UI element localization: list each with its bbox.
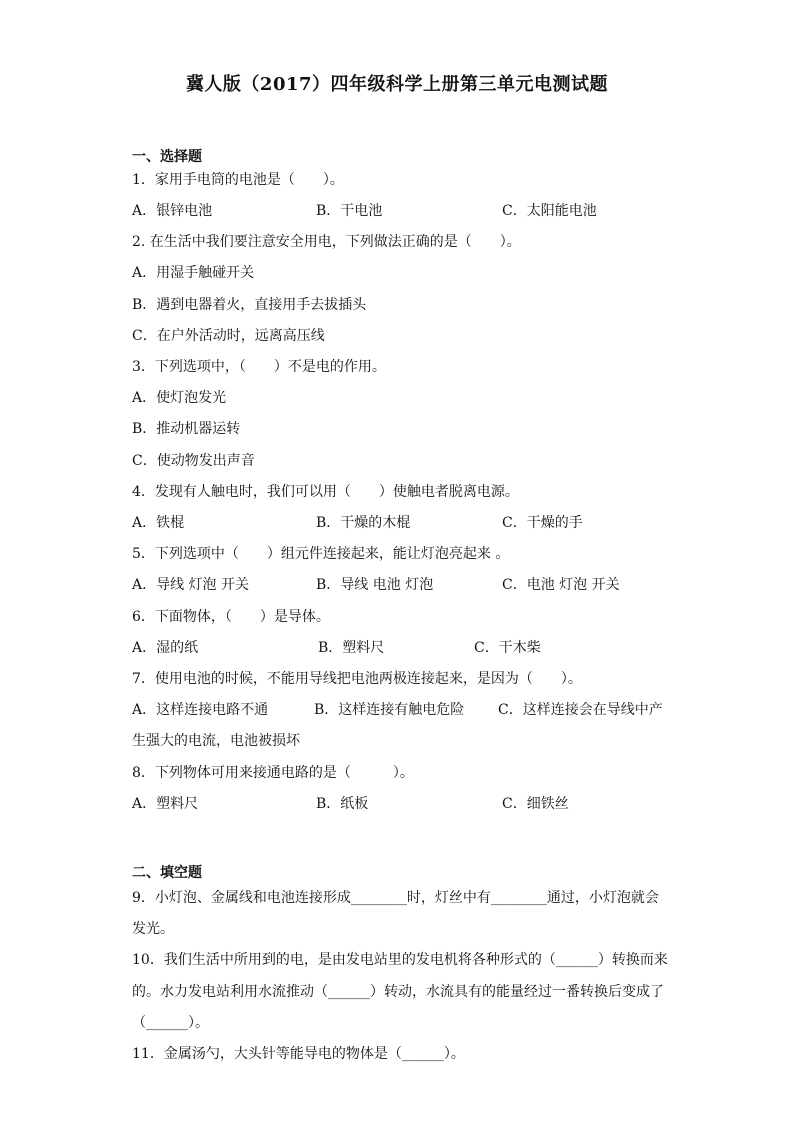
question-4-option-a: A．铁棍 bbox=[132, 515, 185, 531]
question-4-option-c: C．干燥的手 bbox=[502, 515, 583, 531]
question-4-option-b: B．干燥的木棍 bbox=[316, 515, 411, 531]
question-10-line-3: （______）。 bbox=[132, 1015, 209, 1031]
page-title: 冀人版（2017）四年级科学上册第三单元电测试题 bbox=[185, 74, 609, 95]
question-11-line-1: 11．金属汤勺，大头针等能导电的物体是（______）。 bbox=[132, 1046, 465, 1062]
question-6-option-c: C．干木柴 bbox=[474, 640, 541, 656]
section-heading-fill: 二、填空题 bbox=[132, 865, 202, 881]
question-7-option-c: C．这样连接会在导线中产 bbox=[498, 702, 663, 718]
question-7-option-b: B．这样连接有触电危险 bbox=[314, 702, 465, 718]
question-1-option-a: A．银锌电池 bbox=[132, 203, 213, 219]
question-5-stem: 5．下列选项中（ ）组元件连接起来，能让灯泡亮起来 。 bbox=[132, 546, 510, 562]
question-10-line-1: 10．我们生活中所用到的电，是由发电站里的发电机将各种形式的（______）转换而来 bbox=[132, 952, 668, 968]
question-2-option-a: A．用湿手触碰开关 bbox=[132, 265, 255, 281]
question-2-option-c: C．在户外活动时，远离高压线 bbox=[132, 328, 325, 344]
question-7-stem: 7．使用电池的时候，不能用导线把电池两极连接起来，是因为（ ）。 bbox=[132, 671, 582, 687]
question-5-option-a: A．导线 灯泡 开关 bbox=[132, 577, 250, 593]
question-4-stem: 4．发现有人触电时，我们可以用（ ）使触电者脱离电源。 bbox=[132, 484, 519, 500]
question-8-option-c: C．细铁丝 bbox=[502, 796, 569, 812]
question-5-option-b: B．导线 电池 灯泡 bbox=[316, 577, 434, 593]
question-2-option-b: B．遇到电器着火，直接用手去拔插头 bbox=[132, 297, 367, 313]
question-6-stem: 6．下面物体，（ ）是导体。 bbox=[132, 609, 330, 625]
question-1-stem: 1．家用手电筒的电池是（ ）。 bbox=[132, 172, 344, 188]
question-3-option-c: C．使动物发出声音 bbox=[132, 453, 255, 469]
question-1-option-b: B．干电池 bbox=[316, 203, 383, 219]
question-9-line-2: 发光。 bbox=[132, 921, 174, 937]
question-6-option-b: B．塑料尺 bbox=[318, 640, 385, 656]
question-8-stem: 8．下列物体可用来接通电路的是（ ）。 bbox=[132, 765, 414, 781]
question-6-option-a: A．湿的纸 bbox=[132, 640, 199, 656]
question-8-option-a: A．塑料尺 bbox=[132, 796, 199, 812]
section-heading-choice: 一、选择题 bbox=[132, 149, 202, 165]
question-1-option-c: C．太阳能电池 bbox=[502, 203, 597, 219]
question-7-option-a: A．这样连接电路不通 bbox=[132, 702, 269, 718]
question-2-stem: 2. 在生活中我们要注意安全用电，下列做法正确的是（ ）。 bbox=[132, 234, 521, 250]
question-9-line-1: 9．小灯泡、金属线和电池连接形成________时，灯丝中有________通过，小灯泡就会 bbox=[132, 890, 659, 906]
question-5-option-c: C．电池 灯泡 开关 bbox=[502, 577, 620, 593]
question-7-option-c-continued: 生强大的电流，电池被损坏 bbox=[132, 733, 300, 749]
question-3-option-a: A．使灯泡发光 bbox=[132, 390, 227, 406]
question-10-line-2: 的。水力发电站利用水流推动（______）转动，水流具有的能量经过一番转换后变成了 bbox=[132, 984, 664, 1000]
question-3-stem: 3．下列选项中，（ ）不是电的作用。 bbox=[132, 359, 386, 375]
question-8-option-b: B．纸板 bbox=[316, 796, 369, 812]
question-3-option-b: B．推动机器运转 bbox=[132, 421, 241, 437]
